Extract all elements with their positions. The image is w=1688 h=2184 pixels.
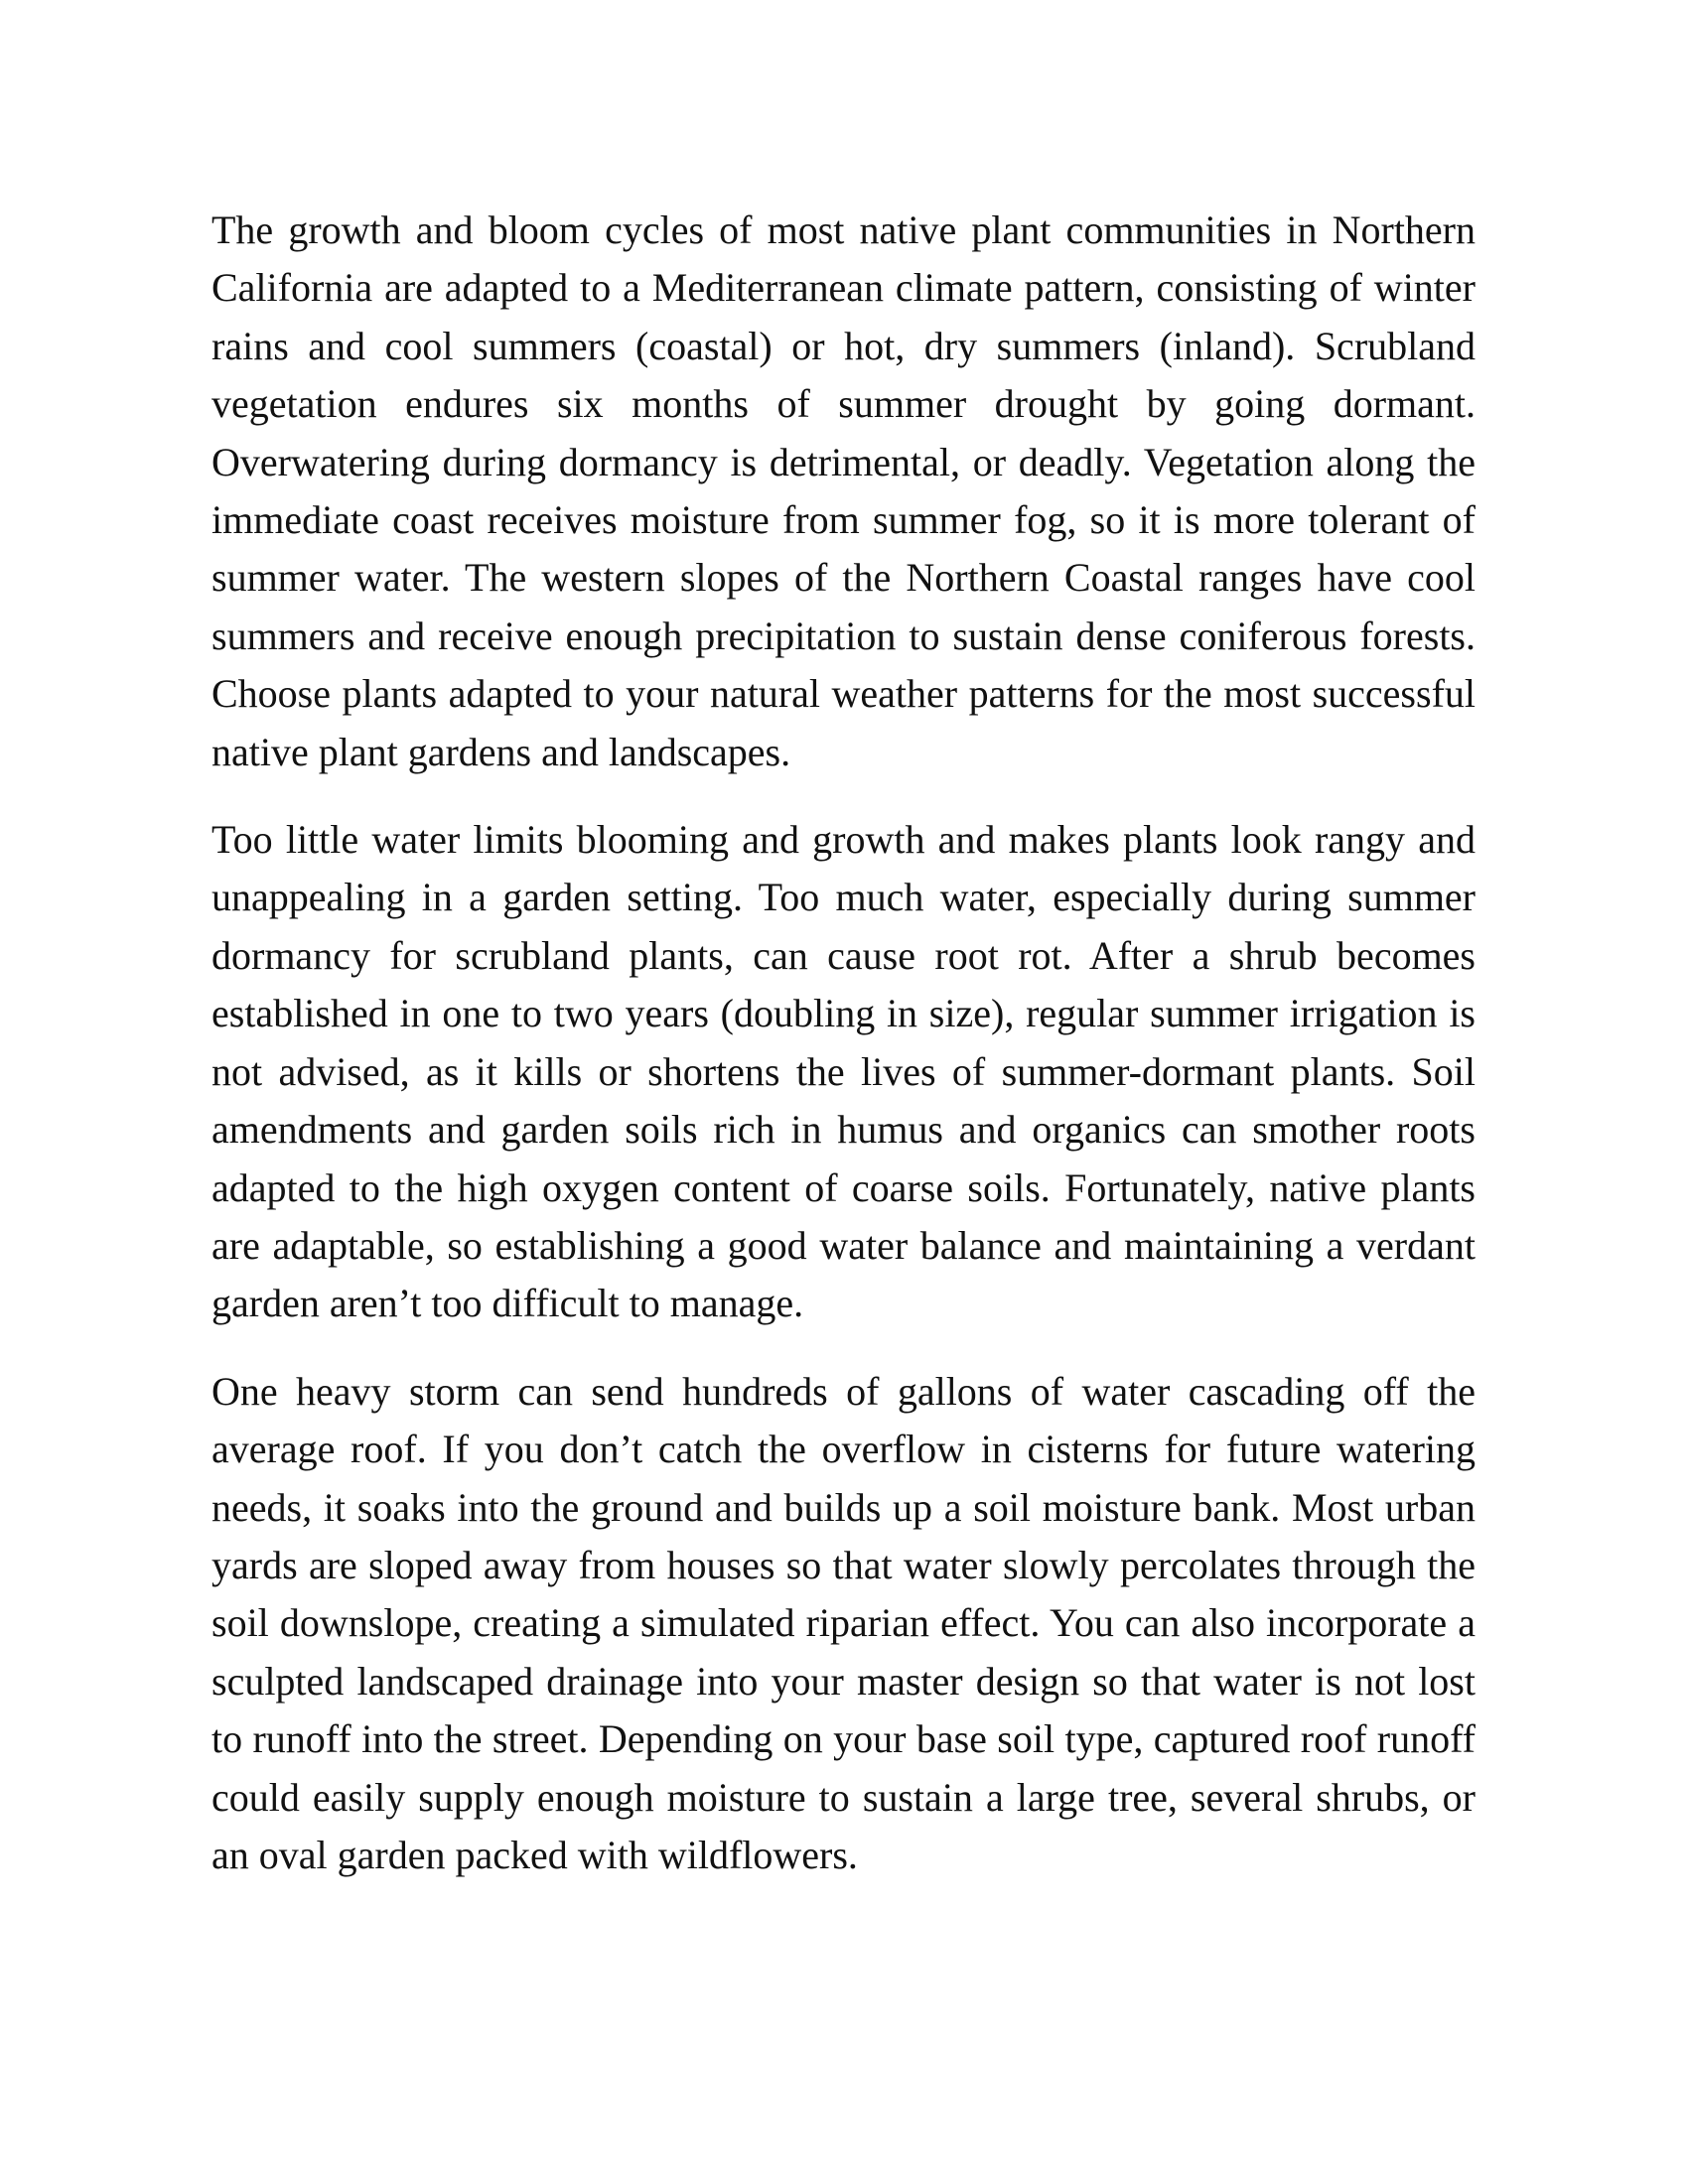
paragraph-watering: Too little water limits blooming and growth and makes plants look rangy and unappealing in a garden setting. Too much water, especially during summer dormancy for scrubland plants, can cause root rot. After a shrub becomes established in one to two years (doubling in size), regular summer irrigation is not advised, as it kills or shortens the lives of summer-dormant plants. Soil amendments and garden soils rich in humus and organics can smother roots adapted to the high oxygen content of coarse soils. Fortunately, native plants are adaptable, so establishing a good water balance and maintaining a verdant garden aren’t too difficult to manage. bbox=[211, 817, 1476, 1326]
paragraph-climate: The growth and bloom cycles of most native plant communities in Northern California are adapted to a Mediterranean climate pattern, consisting of winter rains and cool summers (coastal) or hot, dry summers (inland). Scrubland vegetation endures six months of summer drought by going dormant. Overwatering during dormancy is detrimental, or deadly. Vegetation along the immediate coast receives moisture from summer fog, so it is more tolerant of summer water. The western slopes of the Northern Coastal ranges have cool summers and receive enough precipitation to sustain dense coniferous forests. Choose plants adapted to your natural weather patterns for the most successful native plant gardens and landscapes. bbox=[211, 207, 1476, 774]
body-text bbox=[211, 202, 1476, 1914]
paragraph-runoff: One heavy storm can send hundreds of gallons of water cascading off the average roof. If you don’t catch the overflow in cisterns for future watering needs, it soaks into the ground and builds up a soil moisture bank. Most urban yards are sloped away from houses so that water slowly percolates through the soil downslope, creating a simulated riparian effect. You can also incorporate a sculpted landscaped drainage into your master design so that water is not lost to runoff into the street. Depending on your base soil type, captured roof runoff could easily supply enough moisture to sustain a large tree, several shrubs, or an oval garden packed with wildflowers. bbox=[211, 1368, 1476, 1877]
